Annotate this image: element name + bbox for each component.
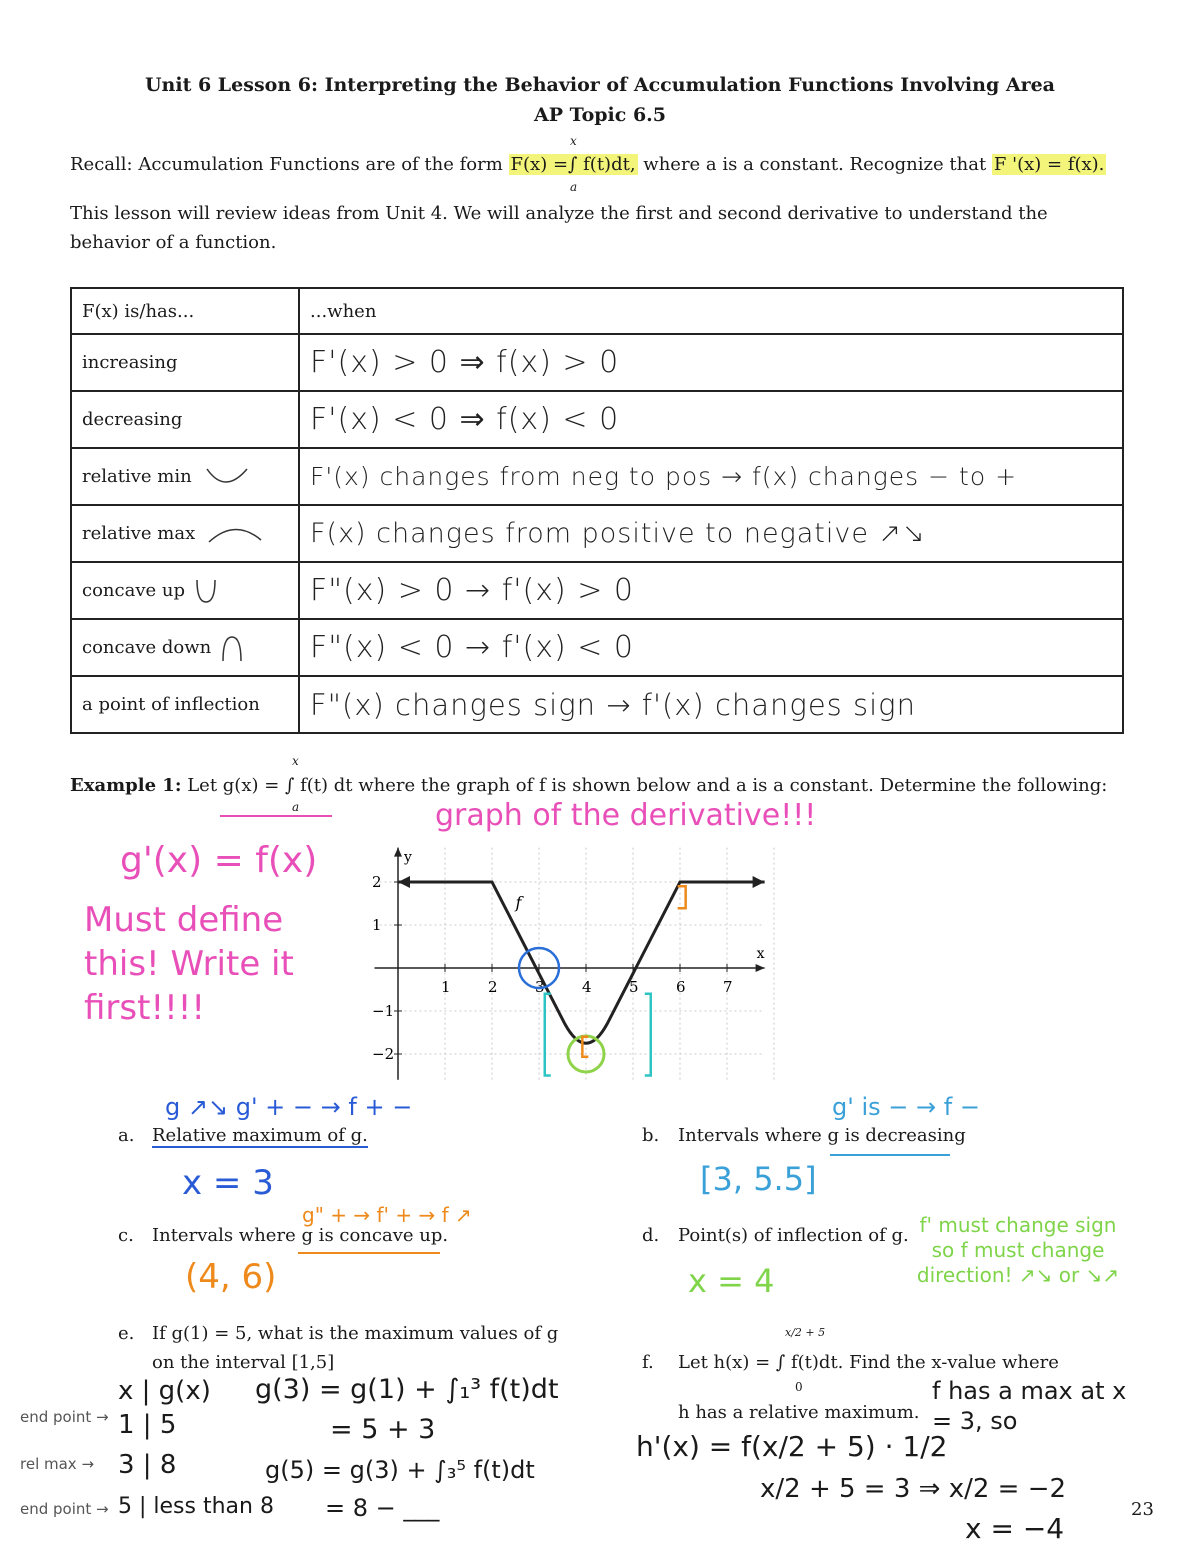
e-work-4: = 8 − ___ [325, 1494, 440, 1522]
q-c-text: Intervals where g is concave up. [152, 1225, 449, 1246]
derivative-relation: F '(x) = f(x). [993, 154, 1105, 175]
series-label: f [515, 892, 522, 912]
q-d-answer: x = 4 [688, 1262, 775, 1300]
f-graph [350, 828, 780, 1093]
relative-min-text: relative min [82, 465, 192, 487]
y-axis-label: y [404, 849, 412, 866]
example-text: Let g(x) = ∫ f(t) dt where the graph of f is shown below and a is a constant. Determine the following: [187, 775, 1108, 796]
must-define-note: Must define this! Write it first!!!! [84, 900, 294, 1028]
recall-prefix: Recall: Accumulation Functions are of the form [70, 154, 503, 175]
example-upper-limit: x [292, 754, 299, 768]
row-answer: F'(x) < 0 ⇒ f(x) < 0 [299, 391, 1123, 448]
row-label-relative-min [71, 448, 299, 505]
concave-down-text: concave down [82, 636, 212, 658]
page-subtitle: AP Topic 6.5 [533, 104, 667, 126]
q-f-text1: Let h(x) = ∫ f(t)dt. Find the x-value where [678, 1352, 1059, 1373]
q-b-text: Intervals where g is decreasing [678, 1125, 966, 1146]
behavior-table [70, 287, 1124, 734]
y-tick-label: −1 [372, 1002, 395, 1020]
q-f-text2: h has a relative maximum. [678, 1402, 920, 1423]
example-lower-limit: a [292, 800, 300, 814]
row-answer: F(x) changes from positive to negative ↗↘ [299, 505, 1123, 562]
e-table-row: 3 | 8 [118, 1450, 177, 1480]
q-c-answer: (4, 6) [185, 1257, 277, 1297]
note-b: g' is − → f − [832, 1093, 980, 1121]
y-tick-label: 2 [372, 873, 382, 891]
q-f-upper-limit: x/2 + 5 [785, 1326, 826, 1339]
table-row [71, 448, 1123, 505]
x-tick-label: 4 [582, 978, 592, 996]
table-row [71, 619, 1123, 676]
row-label-inflection: a point of inflection [71, 676, 299, 733]
integral-upper-limit: x [570, 134, 577, 148]
interval-bracket-left [545, 994, 551, 1076]
q-b-underline [830, 1154, 950, 1156]
e-side-note: end point → [20, 1408, 109, 1426]
row-label-increasing: increasing [71, 334, 299, 391]
note-a: g ↗↘ g' + − → f + − [165, 1093, 413, 1121]
page-title: Unit 6 Lesson 6: Interpreting the Behavior of Accumulation Functions Involving Area [144, 74, 1055, 96]
table-row [71, 334, 1123, 391]
concave-bracket-right [678, 886, 686, 908]
x-tick-label: 6 [676, 978, 686, 996]
q-b-answer: [3, 5.5] [700, 1160, 817, 1198]
row-label-concave-down [71, 619, 299, 676]
f-work-1: h'(x) = f(x/2 + 5) · 1/2 [636, 1430, 948, 1463]
row-answer: F"(x) changes sign → f'(x) changes sign [299, 676, 1123, 733]
q-a-answer: x = 3 [182, 1163, 274, 1203]
x-axis-label: x [756, 946, 765, 962]
table-row [71, 562, 1123, 619]
table-row [71, 505, 1123, 562]
x-tick-label: 7 [723, 978, 733, 996]
f-work-2: x/2 + 5 = 3 ⇒ x/2 = −2 [760, 1474, 1067, 1504]
q-c-letter: c. [118, 1225, 134, 1246]
cup-sketch-icon [191, 576, 221, 606]
gprime-note: g'(x) = f(x) [120, 840, 318, 881]
hill-sketch-icon [205, 522, 265, 546]
x-tick-label: 2 [488, 978, 498, 996]
x-tick-label: 3 [535, 978, 545, 996]
f-work-3: x = −4 [965, 1512, 1065, 1545]
e-table-head: x | g(x) [118, 1376, 211, 1406]
row-label-concave-up [71, 562, 299, 619]
e-side-note: rel max → [20, 1455, 95, 1473]
table-header-condition: F(x) is/has... [71, 288, 299, 334]
q-c-underline [298, 1252, 440, 1254]
q-d-letter: d. [642, 1225, 660, 1246]
relative-max-text: relative max [82, 522, 196, 544]
table-row [71, 676, 1123, 733]
q-f-note: f has a max at x = 3, so [932, 1377, 1127, 1435]
cap-sketch-icon [217, 633, 247, 663]
row-label-decreasing: decreasing [71, 391, 299, 448]
q-f-lower-limit: 0 [795, 1380, 803, 1394]
row-answer: F"(x) < 0 → f'(x) < 0 [299, 619, 1123, 676]
example-line [70, 771, 1190, 800]
table-row [71, 391, 1123, 448]
y-tick-label: 1 [372, 916, 382, 934]
row-label-relative-max [71, 505, 299, 562]
accumulation-formula: F(x) =∫ f(t)dt, [510, 154, 636, 175]
integral-lower-limit: a [570, 180, 578, 194]
y-axis-arrow [394, 848, 402, 857]
valley-sketch-icon [203, 465, 253, 489]
e-side-note: end point → [20, 1500, 109, 1518]
q-e-text1: If g(1) = 5, what is the maximum values of g [152, 1323, 559, 1344]
q-d-text: Point(s) of inflection of g. [678, 1225, 909, 1246]
y-tick-label: −2 [372, 1045, 395, 1063]
interval-bracket-right [645, 994, 651, 1076]
recall-line [70, 150, 1150, 179]
intro-text: This lesson will review ideas from Unit 4. We will analyze the first and second derivative to understand the behavior of a function. [70, 203, 1048, 253]
x-axis-arrow [756, 964, 765, 972]
table-header-row [71, 288, 1123, 334]
concave-up-text: concave up [82, 579, 185, 601]
row-answer: F'(x) > 0 ⇒ f(x) > 0 [299, 334, 1123, 391]
recall-middle: where a is a constant. Recognize that [643, 154, 987, 175]
table-header-when: ...when [299, 288, 1123, 334]
f-curve [398, 882, 765, 1043]
e-work-1: g(3) = g(1) + ∫₁³ f(t)dt [255, 1374, 559, 1405]
e-work-2: = 5 + 3 [330, 1414, 436, 1445]
e-table-row: 1 | 5 [118, 1410, 177, 1440]
row-answer: F'(x) changes from neg to pos → f(x) changes − to + [299, 448, 1123, 505]
graph-note: graph of the derivative!!! [435, 798, 817, 833]
q-a-text: Relative maximum of g. [152, 1125, 368, 1146]
row-answer: F"(x) > 0 → f'(x) > 0 [299, 562, 1123, 619]
q-e-letter: e. [118, 1323, 135, 1344]
q-e-text2: on the interval [1,5] [152, 1352, 335, 1373]
note-c: g" + → f' + → f ↗ [302, 1203, 472, 1227]
x-tick-label: 1 [441, 978, 451, 996]
e-table-row: 5 | less than 8 [118, 1494, 274, 1519]
q-b-letter: b. [642, 1125, 660, 1146]
e-work-3: g(5) = g(3) + ∫₃⁵ f(t)dt [265, 1456, 535, 1484]
page-number: 23 [1131, 1499, 1154, 1520]
q-f-letter: f. [642, 1352, 654, 1373]
example-label: Example 1: [70, 775, 182, 796]
pink-underline [220, 815, 332, 817]
note-d: f' must change sign so f must change direction! ↗↘ or ↘↗ [916, 1213, 1120, 1287]
x-tick-label: 5 [629, 978, 639, 996]
q-a-letter: a. [118, 1125, 135, 1146]
